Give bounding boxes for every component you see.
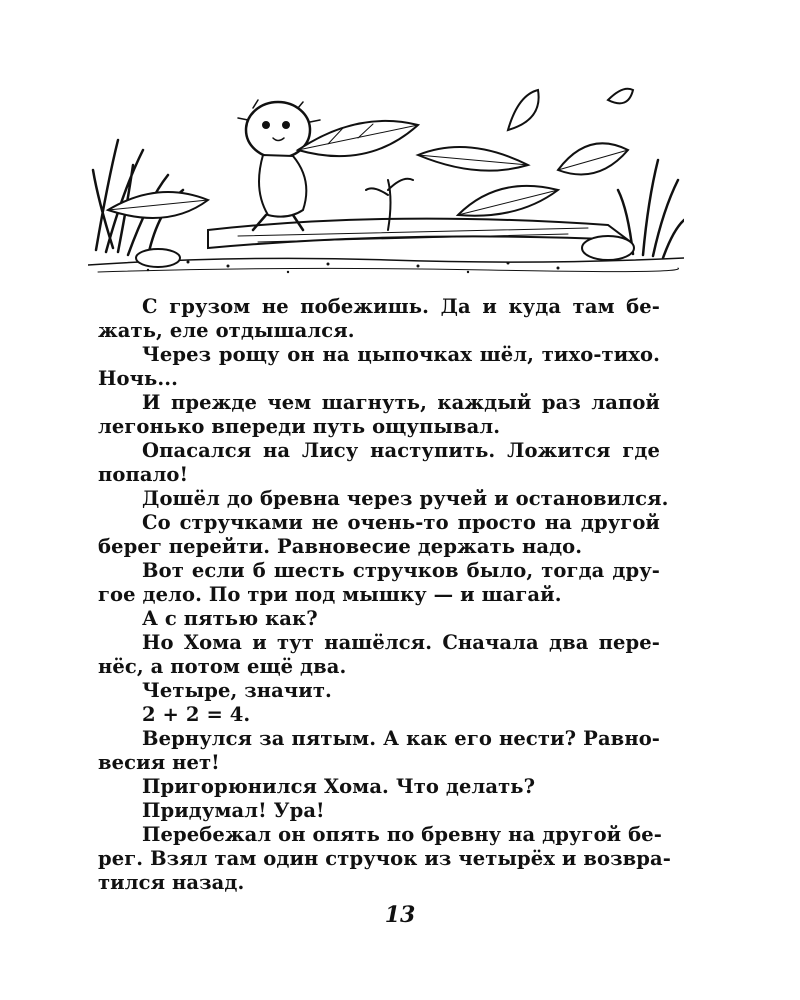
text-line: Через рощу он на цыпочках шёл, тихо-тихо.: [142, 343, 660, 366]
illustration-drawing: [88, 80, 684, 280]
text-line: А с пятью как?: [142, 607, 318, 630]
text-line: гое дело. По три под мышку — и шагай.: [98, 583, 562, 606]
text-line: С грузом не побежишь. Да и куда там бе-: [142, 295, 660, 318]
text-line: 2 + 2 = 4.: [142, 703, 251, 726]
text-line: Вернулся за пятым. А как его нести? Равно-: [142, 727, 660, 750]
hamster-carrying-leaf-illustration: [88, 80, 684, 280]
text-line: нёс, а потом ещё два.: [98, 655, 347, 678]
text-line: Но Хома и тут нашёлся. Сначала два пере-: [142, 631, 660, 654]
text-line: берег перейти. Равновесие держать надо.: [98, 535, 583, 558]
text-line: весия нет!: [98, 751, 220, 774]
text-line: Придумал! Ура!: [142, 799, 325, 822]
text-line: Четыре, значит.: [142, 679, 332, 702]
text-line: рег. Взял там один стручок из четырёх и возвра-: [98, 847, 671, 870]
text-line: Со стручками не очень-то просто на другой: [142, 511, 660, 534]
text-line: тился назад.: [98, 871, 245, 894]
text-line: Вот если б шесть стручков было, тогда дру-: [142, 559, 660, 582]
text-line: Дошёл до бревна через ручей и остановился.: [142, 487, 669, 510]
text-line: легонько впереди путь ощупывал.: [98, 415, 501, 438]
page-number: 13: [384, 902, 416, 928]
text-line: Ночь...: [98, 367, 179, 390]
text-line: жать, еле отдышался.: [98, 319, 355, 342]
text-line: Перебежал он опять по бревну на другой бе-: [142, 823, 662, 846]
text-line: Пригорюнился Хома. Что делать?: [142, 775, 536, 798]
text-line: И прежде чем шагнуть, каждый раз лапой: [142, 391, 660, 414]
text-line: попало!: [98, 463, 189, 486]
story-text: [98, 295, 671, 895]
text-line: Опасался на Лису наступить. Ложится где: [142, 439, 660, 462]
